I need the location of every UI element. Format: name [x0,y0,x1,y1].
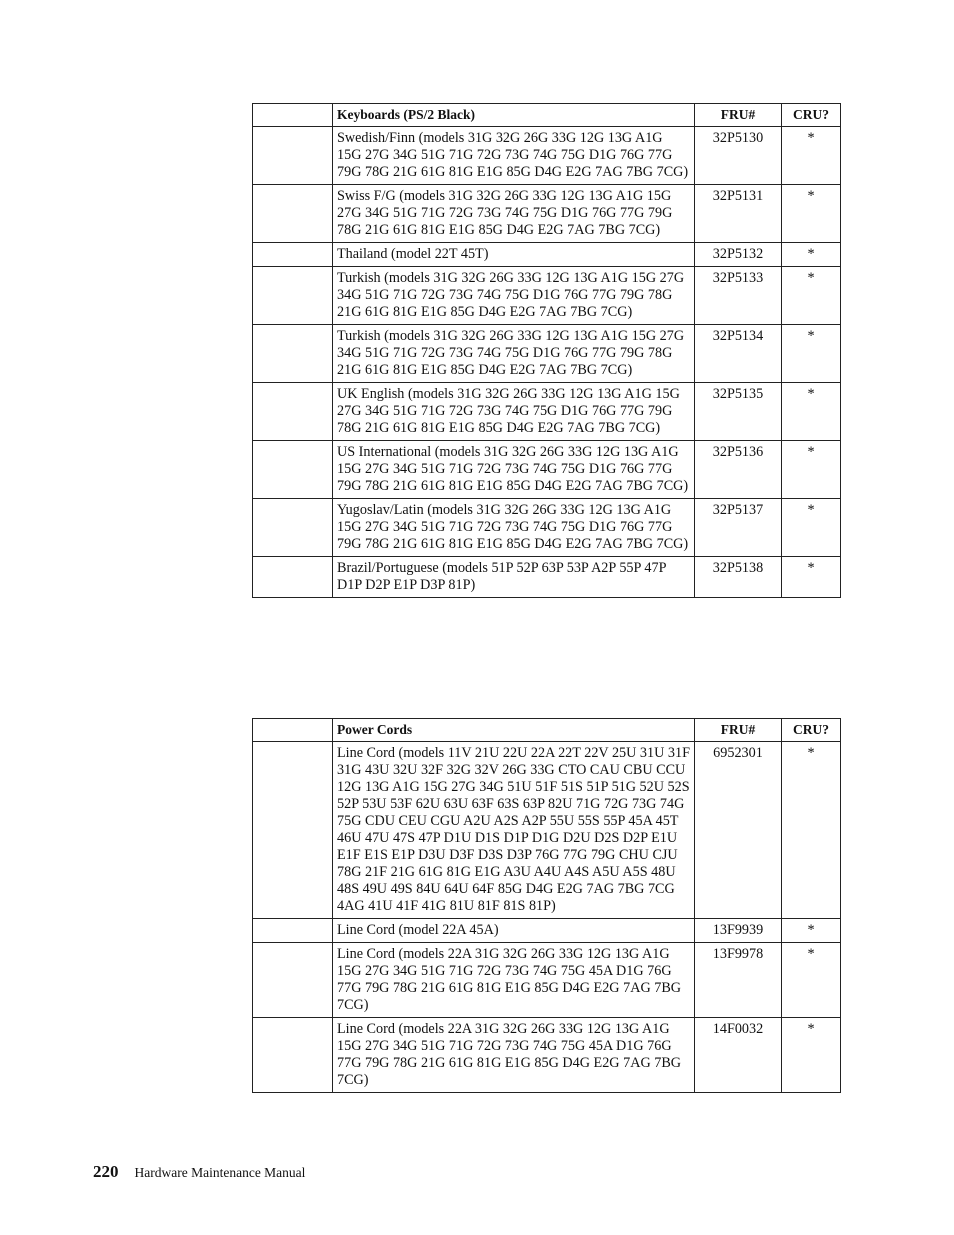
fru-cell: 32P5137 [695,499,782,557]
fru-header: FRU# [695,104,782,127]
table-row [253,267,841,325]
blank-cell [253,919,333,943]
blank-cell [253,127,333,185]
table-row [253,557,841,598]
fru-cell: 32P5130 [695,127,782,185]
cru-cell: * [782,499,841,557]
table-row [253,325,841,383]
description-cell: Swiss F/G (models 31G 32G 26G 33G 12G 13G A1G 15G 27G 34G 51G 71G 72G 73G 74G 75G D1G 76G 77G 79G 78G 21G 61G 81G E1G 85G D4G E2G 7AG 7BG 7CG) [333,185,695,243]
table-row [253,742,841,919]
cru-cell: * [782,441,841,499]
table-row [253,499,841,557]
blank-cell [253,243,333,267]
blank-cell [253,1018,333,1093]
cru-header: CRU? [782,719,841,742]
cru-cell: * [782,127,841,185]
fru-cell: 32P5134 [695,325,782,383]
table-row [253,441,841,499]
fru-cell: 32P5133 [695,267,782,325]
blank-cell [253,499,333,557]
page-number: 220 [93,1162,119,1181]
blank-header-cell [253,719,333,742]
cru-cell: * [782,185,841,243]
fru-cell: 32P5131 [695,185,782,243]
description-cell: Swedish/Finn (models 31G 32G 26G 33G 12G 13G A1G 15G 27G 34G 51G 71G 72G 73G 74G 75G D1G 76G 77G 79G 78G 21G 61G 81G E1G 85G D4G E2G 7AG 7BG 7CG) [333,127,695,185]
cru-cell: * [782,1018,841,1093]
fru-cell: 13F9939 [695,919,782,943]
fru-cell: 6952301 [695,742,782,919]
description-cell: Line Cord (models 22A 31G 32G 26G 33G 12G 13G A1G 15G 27G 34G 51G 71G 72G 73G 74G 75G 45A D1G 76G 77G 79G 78G 21G 61G 81G E1G 85G D4G E2G 7AG 7BG 7CG) [333,1018,695,1093]
cru-cell: * [782,557,841,598]
table-row [253,919,841,943]
table-row [253,943,841,1018]
fru-cell: 32P5132 [695,243,782,267]
blank-header-cell [253,104,333,127]
section-title: Keyboards (PS/2 Black) [333,104,695,127]
power-cords-table [252,718,841,1093]
blank-cell [253,557,333,598]
table-header-row [253,719,841,742]
fru-header: FRU# [695,719,782,742]
table-row [253,127,841,185]
description-cell: Turkish (models 31G 32G 26G 33G 12G 13G A1G 15G 27G 34G 51G 71G 72G 73G 74G 75G D1G 76G 77G 79G 78G 21G 61G 81G E1G 85G D4G E2G 7AG 7BG 7CG) [333,267,695,325]
cru-cell: * [782,243,841,267]
blank-cell [253,383,333,441]
fru-cell: 32P5138 [695,557,782,598]
description-cell: Turkish (models 31G 32G 26G 33G 12G 13G A1G 15G 27G 34G 51G 71G 72G 73G 74G 75G D1G 76G 77G 79G 78G 21G 61G 81G E1G 85G D4G E2G 7AG 7BG 7CG) [333,325,695,383]
page-footer [93,1162,305,1182]
cru-cell: * [782,325,841,383]
description-cell: UK English (models 31G 32G 26G 33G 12G 13G A1G 15G 27G 34G 51G 71G 72G 73G 74G 75G D1G 76G 77G 79G 78G 21G 61G 81G E1G 85G D4G E2G 7AG 7BG 7CG) [333,383,695,441]
description-cell: Yugoslav/Latin (models 31G 32G 26G 33G 12G 13G A1G 15G 27G 34G 51G 71G 72G 73G 74G 75G D1G 76G 77G 79G 78G 21G 61G 81G E1G 85G D4G E2G 7AG 7BG 7CG) [333,499,695,557]
blank-cell [253,943,333,1018]
table-row [253,243,841,267]
blank-cell [253,325,333,383]
description-cell: Line Cord (model 22A 45A) [333,919,695,943]
cru-cell: * [782,943,841,1018]
section-title: Power Cords [333,719,695,742]
blank-cell [253,742,333,919]
cru-cell: * [782,267,841,325]
blank-cell [253,185,333,243]
fru-cell: 32P5136 [695,441,782,499]
table-row [253,185,841,243]
table-row [253,1018,841,1093]
manual-title: Hardware Maintenance Manual [134,1165,306,1180]
keyboards-table [252,103,841,598]
description-cell: Line Cord (models 11V 21U 22U 22A 22T 22V 25U 31U 31F 31G 43U 32U 32F 32G 32V 26G 33G CTO CAU CBU CCU 12G 13G A1G 15G 27G 34G 51U 51F 51S 51P 51G 52U 52S 52P 53U 53F 62U 63U 63F 63S 63P 82U 71G 72G 73G 74G 75G CDU CEU CGU A2U A2S A2P 55U 55S 55P 45A 45T 46U 47U 47S 47P D1U D1S D1P D1G D2U D2S D2P E1U E1F E1S E1P D3U D3F D3S D3P 76G 77G 79G CHU CJU 78G 21F 21G 61G 81G E1G A3U A4U A4S A5U A5S 48U 48S 49U 49S 84U 64U 64F 85G D4G E2G 7AG 7BG 7CG 4AG 41U 41F 41G 81U 81F 81S 81P) [333,742,695,919]
description-cell: Thailand (model 22T 45T) [333,243,695,267]
cru-cell: * [782,742,841,919]
description-cell: Brazil/Portuguese (models 51P 52P 63P 53P A2P 55P 47P D1P D2P E1P D3P 81P) [333,557,695,598]
fru-cell: 13F9978 [695,943,782,1018]
cru-cell: * [782,919,841,943]
fru-cell: 14F0032 [695,1018,782,1093]
cru-cell: * [782,383,841,441]
blank-cell [253,267,333,325]
cru-header: CRU? [782,104,841,127]
table-row [253,383,841,441]
table-header-row [253,104,841,127]
description-cell: US International (models 31G 32G 26G 33G 12G 13G A1G 15G 27G 34G 51G 71G 72G 73G 74G 75G D1G 76G 77G 79G 78G 21G 61G 81G E1G 85G D4G E2G 7AG 7BG 7CG) [333,441,695,499]
fru-cell: 32P5135 [695,383,782,441]
blank-cell [253,441,333,499]
description-cell: Line Cord (models 22A 31G 32G 26G 33G 12G 13G A1G 15G 27G 34G 51G 71G 72G 73G 74G 75G 45A D1G 76G 77G 79G 78G 21G 61G 81G E1G 85G D4G E2G 7AG 7BG 7CG) [333,943,695,1018]
